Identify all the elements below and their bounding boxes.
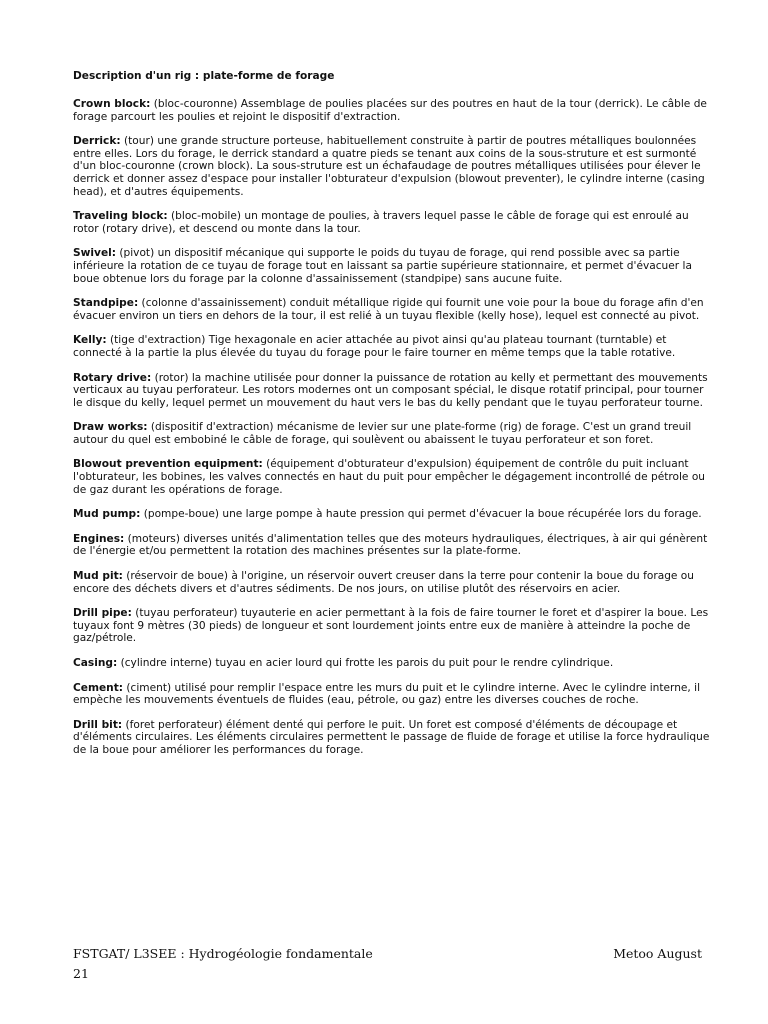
entry-text: (foret perforateur) élément denté qui perfore le puit. Un foret est composé d'éléments de découpage et d'éléments circulaires. Les éléments circulaires permettent le passage de fluide de forage et utilise la force hydraulique de la boue pour améliorer les performances du forage. [73,718,710,756]
document-title: Description d'un rig : plate-forme de forage [73,70,335,82]
entry-text: (moteurs) diverses unités d'alimentation telles que des moteurs hydrauliques, électriques, à air qui génèrent de l'énergie et/ou permettent la rotation des machines présentes sur la plate-forme. [73,532,708,558]
page-number: 21 [73,966,89,981]
entry-term: Cement: [73,681,124,694]
entry-text: (dispositif d'extraction) mécanisme de levier sur une plate-forme (rig) de forage. C'est un grand treuil autour du quel est embobiné le câble de forage, qui soulèvent ou abaissent le tuyau perforateur et son foret. [73,421,692,446]
entry-swivel [73,247,710,285]
entry-term: Mud pump: [73,508,141,521]
entry-text: (colonne d'assainissement) conduit métallique rigide qui fournit une voie pour la boue du forage afin d'en évacuer environ un tiers en dehors de la tour, il est relié à un tuyau flexible (kelly hose), lequel est connecté au pivot. [73,297,704,322]
entry-text: (cylindre interne) tuyau en acier lourd qui frotte les parois du puit pour le rendre cylindrique. [117,657,614,669]
entry-blowout-prevention [73,458,710,496]
entry-term: Rotary drive: [73,371,152,384]
entry-text: (tige d'extraction) Tige hexagonale en acier attachée au pivot ainsi qu'au plateau tournant (turntable) et connecté à la partie la plus élevée du tuyau du forage pour le faire tourner en même temps que la table rotative. [73,334,676,359]
entry-traveling-block [73,210,710,235]
entry-draw-works [73,421,710,446]
footer-course: FSTGAT/ L3SEE : Hydrogéologie fondamentale [73,946,373,961]
entry-term: Derrick: [73,135,121,148]
entry-text: (réservoir de boue) à l'origine, un réservoir ouvert creuser dans la terre pour contenir la boue du forage ou encore des déchets divers et d'autres sédiments. De nos jours, on utilise plutôt des réservoirs en acier. [73,570,695,595]
entry-text: (équipement d'obturateur d'expulsion) équipement de contrôle du puit incluant l'obturateur, les bobines, les valves connectés en haut du puit pour empêcher le dégagement incontrollé de pétrole ou de gaz durant les opérations de forage. [73,458,706,496]
entry-casing [73,657,710,670]
entry-text: (pompe-boue) une large pompe à haute pression qui permet d'évacuer la boue récupérée lors du forage. [140,508,702,521]
entry-term: Draw works: [73,421,148,434]
entry-derrick [73,135,710,198]
entry-cement [73,682,710,707]
entry-term: Standpipe: [73,297,139,310]
entry-term: Crown block: [73,98,151,110]
entry-term: Kelly: [73,334,107,347]
entry-term: Drill bit: [73,718,123,731]
entry-mud-pump [73,508,710,521]
entry-text: (tuyau perforateur) tuyauterie en acier permettant à la fois de faire tourner le foret et d'aspirer la boue. Les tuyaux font 9 mètres (30 pieds) de longueur et sont lourdement joints entre eux de manière à atteindre la poche de gaz/pétrole. [73,607,709,645]
entry-standpipe [73,297,710,322]
entry-term: Swivel: [73,247,117,260]
entry-text: (bloc-mobile) un montage de poulies, à travers lequel passe le câble de forage qui est enroulé au rotor (rotary drive), et descend ou monte dans la tour. [73,210,689,235]
entry-text: (tour) une grande structure porteuse, habituellement construite à partir de poutres métalliques boulonnées entre elles. Lors du forage, le derrick standard a quatre pieds se tenant aux coins de la sous-struture et est surmonté d'un bloc-couronne (crown block). La sous-struture est un échafaudage de poutres métalliques utilisées pour élever le derrick et donner assez d'espace pour installer l'obturateur d'expulsion (blowout preventer), le cylindre interne (casing head), et d'autres équipements. [73,135,705,198]
entry-term: Casing: [73,657,118,669]
entry-text: (pivot) un dispositif mécanique qui supporte le poids du tuyau de forage, qui rend possible avec sa partie inférieure la rotation de ce tuyau de forage tout en laissant sa partie supérieure stationnaire, et permet d'évacuer la boue obtenue lors du forage par la colonne d'assainissement (standpipe) sans aucune fuite. [73,247,692,285]
entry-term: Mud pit: [73,570,123,583]
entry-text: (rotor) la machine utilisée pour donner la puissance de rotation au kelly et permettant des mouvements verticaux au tuyau perforateur. Les rotors modernes ont un composant spécial, le disque rotatif principal, pour tourner le disque du kelly, lequel permet un mouvement du haut vers le bas du kelly pendant que le tuyau perforateur tourne. [73,371,708,409]
entry-text: (bloc-couronne) Assemblage de poulies placées sur des poutres en haut de la tour (derrick). Le câble de forage parcourt les poulies et rejoint le dispositif d'extraction. [73,98,707,123]
entry-kelly [73,334,710,359]
entry-drill-pipe [73,607,710,645]
entry-mud-pit [73,570,710,595]
entry-term: Blowout prevention equipment: [73,458,263,471]
entry-text: (ciment) utilisé pour remplir l'espace entre les murs du puit et le cylindre interne. Avec le cylindre interne, il empèche les mouvements éventuels de fluides (eau, pétrole, ou gaz) entre les diverses couches de roche. [73,681,701,707]
entry-term: Engines: [73,532,125,545]
entry-term: Traveling block: [73,210,168,223]
footer-author: Metoo August [613,946,702,961]
entry-term: Drill pipe: [73,607,132,620]
entry-drill-bit [73,719,710,757]
entry-engines [73,533,710,558]
entry-crown-block [73,98,710,123]
entry-rotary-drive [73,372,710,410]
